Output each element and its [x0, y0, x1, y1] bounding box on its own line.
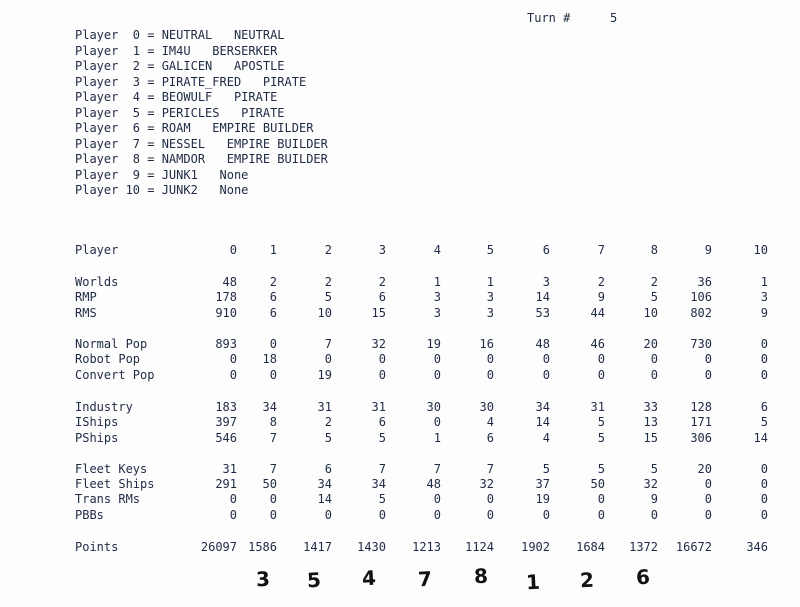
stat-value: 0 [433, 352, 441, 366]
stat-value: 0 [760, 462, 768, 476]
stat-value: 1430 [357, 540, 386, 554]
stat-label: Worlds [75, 275, 119, 289]
stat-value: 36 [697, 275, 712, 289]
roster-entry: Player 8 = NAMDOR EMPIRE BUILDER [75, 152, 328, 166]
stat-value: 3 [760, 290, 768, 304]
stat-value: 6 [324, 462, 332, 476]
stat-value: 14 [535, 415, 550, 429]
stat-value: 3 [542, 275, 550, 289]
stat-value: 6 [378, 290, 386, 304]
stat-value: 0 [542, 352, 550, 366]
stat-value: 2 [597, 275, 605, 289]
stat-value: 0 [433, 508, 441, 522]
stat-value: 5 [650, 462, 658, 476]
stat-label: Convert Pop [75, 368, 155, 382]
stat-value: 34 [371, 477, 386, 491]
stat-value: 6 [269, 306, 277, 320]
stat-value: 15 [371, 306, 386, 320]
stat-value: 0 [378, 368, 386, 382]
stat-value: 0 [704, 368, 712, 382]
stat-value: 6 [378, 415, 386, 429]
stat-value: 32 [479, 477, 494, 491]
stat-value: 34 [317, 477, 332, 491]
stat-label: Industry [75, 400, 133, 414]
stat-value: 0 [597, 352, 605, 366]
stat-value: 0 [269, 508, 277, 522]
stat-value: 14 [317, 492, 332, 506]
stat-value: 0 [760, 492, 768, 506]
stat-value: 7 [269, 462, 277, 476]
player-roster [75, 28, 328, 199]
stat-value: 0 [269, 492, 277, 506]
stat-value: 0 [704, 352, 712, 366]
stat-value: 19 [317, 368, 332, 382]
stat-value: 0 [229, 492, 237, 506]
stat-value: 893 [215, 337, 237, 351]
stat-value: 0 [760, 508, 768, 522]
stat-value: 0 [597, 508, 605, 522]
stat-value: 2 [324, 415, 332, 429]
stat-value: 0 [229, 508, 237, 522]
stat-value: 0 [704, 492, 712, 506]
player-column-header: 4 [433, 243, 441, 257]
stat-value: 19 [535, 492, 550, 506]
stat-value: 0 [486, 492, 494, 506]
player-column-header: 9 [704, 243, 712, 257]
stat-value: 0 [597, 368, 605, 382]
roster-entry: Player 9 = JUNK1 None [75, 167, 249, 182]
stat-value: 30 [479, 400, 494, 414]
stat-value: 0 [650, 508, 658, 522]
stat-value: 30 [426, 400, 441, 414]
stat-label: Robot Pop [75, 352, 141, 366]
stat-value: 5 [542, 462, 550, 476]
stat-value: 6 [486, 431, 494, 445]
stat-value: 9 [650, 492, 658, 506]
stat-value: 171 [690, 415, 712, 429]
stat-value: 3 [433, 290, 441, 304]
stat-value: 5 [597, 431, 605, 445]
stat-value: 5 [324, 290, 332, 304]
handwritten-rank: 7 [417, 566, 433, 592]
stat-value: 0 [486, 508, 494, 522]
stat-value: 1124 [465, 540, 494, 554]
stat-value: 9 [597, 290, 605, 304]
handwritten-rank: 6 [635, 564, 651, 590]
player-column-header: 10 [753, 243, 768, 257]
stat-value: 7 [486, 462, 494, 476]
stat-value: 14 [535, 290, 550, 304]
player-column-header: 6 [542, 243, 550, 257]
stat-value: 0 [760, 477, 768, 491]
stat-value: 0 [760, 337, 768, 351]
stat-value: 20 [643, 337, 658, 351]
stat-value: 44 [590, 306, 605, 320]
stat-value: 50 [262, 477, 277, 491]
stat-value: 13 [643, 415, 658, 429]
handwritten-rank: 3 [255, 566, 271, 592]
stat-value: 31 [317, 400, 332, 414]
stat-value: 34 [535, 400, 550, 414]
stat-value: 5 [597, 415, 605, 429]
stat-value: 5 [324, 431, 332, 445]
stat-value: 3 [486, 290, 494, 304]
stat-value: 4 [486, 415, 494, 429]
stat-value: 546 [215, 431, 237, 445]
stat-label: Points [75, 540, 119, 554]
player-header-label: Player [75, 243, 119, 257]
stat-value: 0 [650, 368, 658, 382]
player-column-header: 8 [650, 243, 658, 257]
stat-value: 0 [269, 337, 277, 351]
stat-value: 15 [643, 431, 658, 445]
stat-value: 7 [324, 337, 332, 351]
stat-value: 910 [215, 306, 237, 320]
stat-value: 31 [371, 400, 386, 414]
roster-entry: Player 1 = IM4U BERSERKER [75, 43, 278, 58]
stat-value: 0 [378, 508, 386, 522]
stat-value: 3 [433, 306, 441, 320]
stat-value: 16672 [675, 540, 712, 554]
stat-label: Trans RMs [75, 492, 141, 506]
stat-value: 31 [590, 400, 605, 414]
stat-value: 20 [697, 462, 712, 476]
stat-value: 4 [542, 431, 550, 445]
stat-value: 50 [590, 477, 605, 491]
handwritten-rank: 2 [579, 567, 595, 593]
roster-entry: Player 10 = JUNK2 None [75, 183, 249, 197]
stat-value: 2 [324, 275, 332, 289]
stat-value: 0 [704, 508, 712, 522]
turn-number: 5 [610, 11, 618, 25]
stat-value: 7 [433, 462, 441, 476]
stat-value: 1 [760, 275, 768, 289]
stat-value: 1902 [521, 540, 550, 554]
stat-value: 106 [690, 290, 712, 304]
stat-value: 0 [542, 368, 550, 382]
stat-value: 0 [650, 352, 658, 366]
player-column-header: 2 [324, 243, 332, 257]
stat-value: 0 [760, 368, 768, 382]
stat-value: 0 [229, 352, 237, 366]
stat-value: 7 [378, 462, 386, 476]
stat-value: 48 [535, 337, 550, 351]
stat-value: 7 [269, 431, 277, 445]
stat-value: 32 [371, 337, 386, 351]
stat-label: IShips [75, 415, 119, 429]
stat-value: 1684 [576, 540, 605, 554]
stat-value: 0 [324, 508, 332, 522]
stat-label: Normal Pop [75, 337, 148, 351]
stat-value: 1372 [629, 540, 658, 554]
player-column-header: 1 [269, 243, 277, 257]
stat-value: 8 [269, 415, 277, 429]
stat-value: 32 [643, 477, 658, 491]
stat-value: 46 [590, 337, 605, 351]
stat-value: 34 [262, 400, 277, 414]
stat-value: 5 [378, 492, 386, 506]
stat-value: 2 [269, 275, 277, 289]
player-column-header: 3 [378, 243, 386, 257]
stat-value: 6 [269, 290, 277, 304]
stat-value: 5 [760, 415, 768, 429]
stat-value: 0 [229, 368, 237, 382]
stat-label: PBBs [75, 508, 104, 522]
stat-value: 730 [690, 337, 712, 351]
stat-value: 1586 [248, 540, 277, 554]
stat-value: 33 [643, 400, 658, 414]
stat-value: 5 [597, 462, 605, 476]
stat-value: 183 [215, 400, 237, 414]
stat-value: 397 [215, 415, 237, 429]
stat-value: 9 [760, 306, 768, 320]
roster-entry: Player 0 = NEUTRAL NEUTRAL [75, 28, 285, 42]
stat-value: 178 [215, 290, 237, 304]
stat-value: 1417 [303, 540, 332, 554]
stat-value: 18 [262, 352, 277, 366]
stat-value: 291 [215, 477, 237, 491]
stat-value: 0 [704, 477, 712, 491]
stat-value: 0 [597, 492, 605, 506]
stat-value: 1 [433, 275, 441, 289]
stat-value: 6 [760, 400, 768, 414]
stat-value: 0 [486, 368, 494, 382]
handwritten-rank: 5 [306, 567, 322, 593]
stat-value: 2 [378, 275, 386, 289]
stat-value: 14 [753, 431, 768, 445]
roster-entry: Player 5 = PERICLES PIRATE [75, 105, 285, 120]
stat-value: 26097 [200, 540, 237, 554]
stat-value: 0 [760, 352, 768, 366]
stat-value: 10 [317, 306, 332, 320]
stat-value: 5 [650, 290, 658, 304]
stat-value: 16 [479, 337, 494, 351]
stat-label: RMS [75, 306, 97, 320]
roster-entry: Player 4 = BEOWULF PIRATE [75, 90, 278, 104]
stat-value: 128 [690, 400, 712, 414]
stat-label: RMP [75, 290, 97, 304]
stat-value: 0 [486, 352, 494, 366]
stat-value: 0 [433, 415, 441, 429]
handwritten-rank: 1 [525, 569, 541, 595]
stat-label: Fleet Keys [75, 462, 148, 476]
stat-value: 0 [433, 492, 441, 506]
stat-value: 0 [542, 508, 550, 522]
player-column-header: 0 [229, 243, 237, 257]
roster-entry: Player 7 = NESSEL EMPIRE BUILDER [75, 136, 328, 151]
stat-value: 3 [486, 306, 494, 320]
stat-value: 31 [222, 462, 237, 476]
stat-label: Fleet Ships [75, 477, 155, 491]
stat-value: 10 [643, 306, 658, 320]
player-column-header: 7 [597, 243, 605, 257]
stat-value: 19 [426, 337, 441, 351]
stat-value: 0 [324, 352, 332, 366]
stat-value: 1 [433, 431, 441, 445]
stat-label: PShips [75, 431, 119, 445]
stat-value: 802 [690, 306, 712, 320]
roster-entry: Player 2 = GALICEN APOSTLE [75, 59, 285, 73]
stat-value: 1213 [412, 540, 441, 554]
stat-value: 48 [426, 477, 441, 491]
stat-value: 0 [269, 368, 277, 382]
stat-value: 53 [535, 306, 550, 320]
stat-value: 0 [433, 368, 441, 382]
turn-label: Turn # [527, 11, 571, 25]
stat-value: 37 [535, 477, 550, 491]
roster-entry: Player 6 = ROAM EMPIRE BUILDER [75, 121, 314, 135]
stat-value: 48 [222, 275, 237, 289]
stat-value: 306 [690, 431, 712, 445]
roster-entry: Player 3 = PIRATE_FRED PIRATE [75, 74, 307, 89]
stat-value: 2 [650, 275, 658, 289]
player-column-header: 5 [486, 243, 494, 257]
handwritten-rank: 8 [473, 563, 489, 589]
stat-value: 346 [746, 540, 768, 554]
stat-value: 5 [378, 431, 386, 445]
stat-value: 0 [378, 352, 386, 366]
handwritten-rank: 4 [361, 565, 377, 591]
stat-value: 1 [486, 275, 494, 289]
